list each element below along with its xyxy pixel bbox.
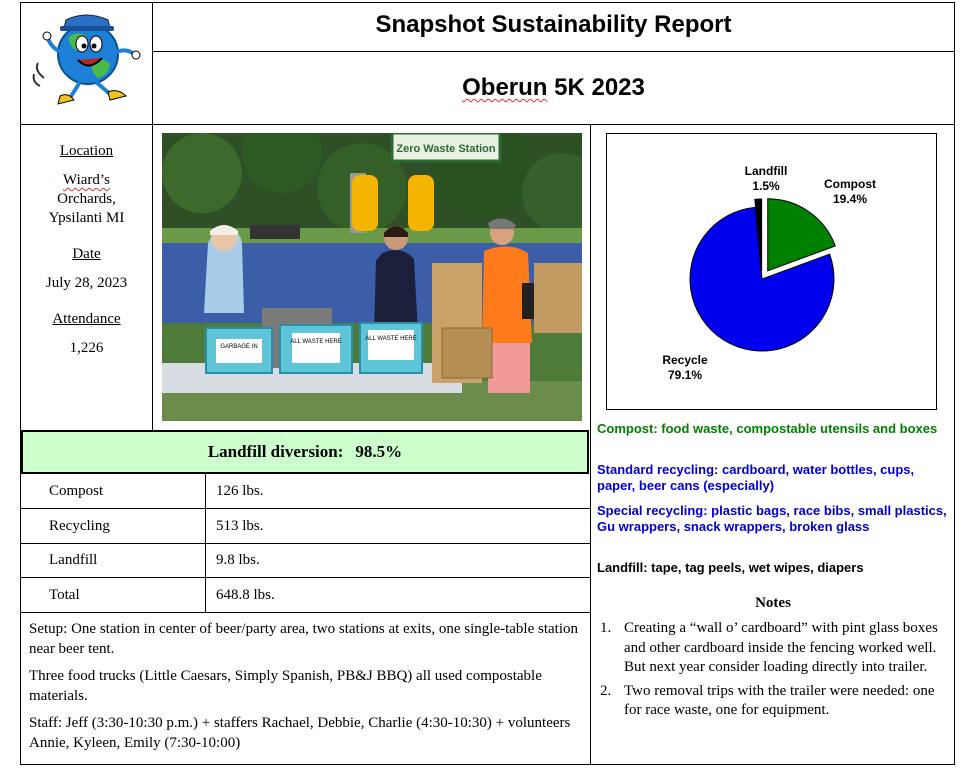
note-number: 1. [600,620,612,636]
table-row-total-label: Total [49,587,80,603]
attendance-value: 1,226 [69,340,104,356]
right-column-divider [590,124,591,764]
pie-label-compost-value: 19.4% [832,192,868,206]
event-info [21,142,152,358]
setup-paragraph: Setup: One station in center of beer/party area, two stations at exits, one single-table station near beer tent. [29,621,579,657]
location-line3: Ypsilanti MI [48,210,125,226]
table-column-rule [205,474,206,612]
table-row-compost-label: Compost [49,483,104,499]
notes-section [598,594,948,725]
left-block-divider [20,612,590,613]
header-bottom [20,124,955,125]
event-title [153,73,954,103]
table-row-landfill-label: Landfill [49,552,98,568]
pie-label-landfill-value: 1.5% [752,179,780,193]
table-row-compost-value: 126 lbs. [216,483,264,499]
category-landfill: Landfill: tape, tag peels, wet wipes, diapers [597,560,864,575]
table-rule [20,508,590,509]
diversion-label: Landfill diversion: [207,442,344,461]
attendance-label: Attendance [52,311,121,327]
location-line2: Orchards, [57,191,116,207]
location-name: Wiard’s [63,172,110,188]
pie-label-landfill-name: Landfill [744,164,788,178]
date-value: July 28, 2023 [45,275,128,291]
note-text: Two removal trips with the trailer were needed: one for race waste, one for equipment. [624,682,935,718]
pie-label-compost-name: Compost [824,177,876,191]
banner-text: Zero Waste Station [396,143,496,155]
logo-divider [152,2,153,430]
list-item [598,619,948,678]
bin-label-3: ALL WASTE HERE [365,336,417,342]
notes-title: Notes [755,595,791,611]
border-right [954,2,955,764]
category-compost: Compost: food waste, compostable utensils and boxes [597,421,938,436]
table-row-landfill-value: 9.8 lbs. [216,552,260,568]
event-name-suffix: 5K 2023 [547,74,645,101]
location-label: Location [59,143,114,159]
staff-paragraph: Staff: Jeff (3:30-10:30 p.m.) + staffers Rachael, Debbie, Charlie (4:30-10:30) + volunteers Annie, Kyleen, Emily (7:30-10:00) [29,715,571,751]
food-trucks-paragraph: Three food trucks (Little Caesars, Simply Spanish, PB&J BBQ) all used compostable materials. [29,668,542,704]
bin-label-2: ALL WASTE HERE [290,339,342,345]
report-title: Snapshot Sustainability Report [375,11,732,38]
logo [30,8,145,113]
diversion-value: 98.5% [355,442,403,461]
category-special-recycling: Special recycling: plastic bags, race bibs, small plastics, Gu wrappers, snack wrappers, broken glass [597,503,947,534]
pie-chart-frame [606,133,937,410]
bin-label-1: GARBAGE IN [220,344,258,350]
running-globe-logo-icon [30,8,145,113]
notes-list [598,619,948,721]
table-row-recycling-label: Recycling [49,518,110,534]
zero-waste-station-photo [162,133,582,421]
note-text: Creating a “wall o’ cardboard” with pint glass boxes and other cardboard inside the fencing worked well. But next year consider loading directly into trailer. [624,620,938,675]
header-divider [153,51,955,52]
date-label: Date [72,246,101,262]
setup-notes [29,620,581,761]
weights-table [20,474,590,612]
pie-label-recycle-name: Recycle [662,353,708,367]
category-standard-recycling: Standard recycling: cardboard, water bottles, cups, paper, beer cans (especially) [597,462,915,493]
list-item [598,682,948,721]
event-name-prefix: Oberun [462,74,548,101]
table-rule [20,543,590,544]
border-left [20,2,21,764]
pie-label-recycle-value: 79.1% [667,368,703,382]
event-photo [162,133,582,421]
border-bottom [20,764,955,765]
diversion-banner [21,430,589,474]
table-rule [20,577,590,578]
table-row-recycling-value: 513 lbs. [216,518,264,534]
table-row-total-value: 648.8 lbs. [216,587,275,603]
waste-pie-chart [607,134,936,409]
note-number: 2. [600,682,612,699]
border-top [20,2,955,3]
